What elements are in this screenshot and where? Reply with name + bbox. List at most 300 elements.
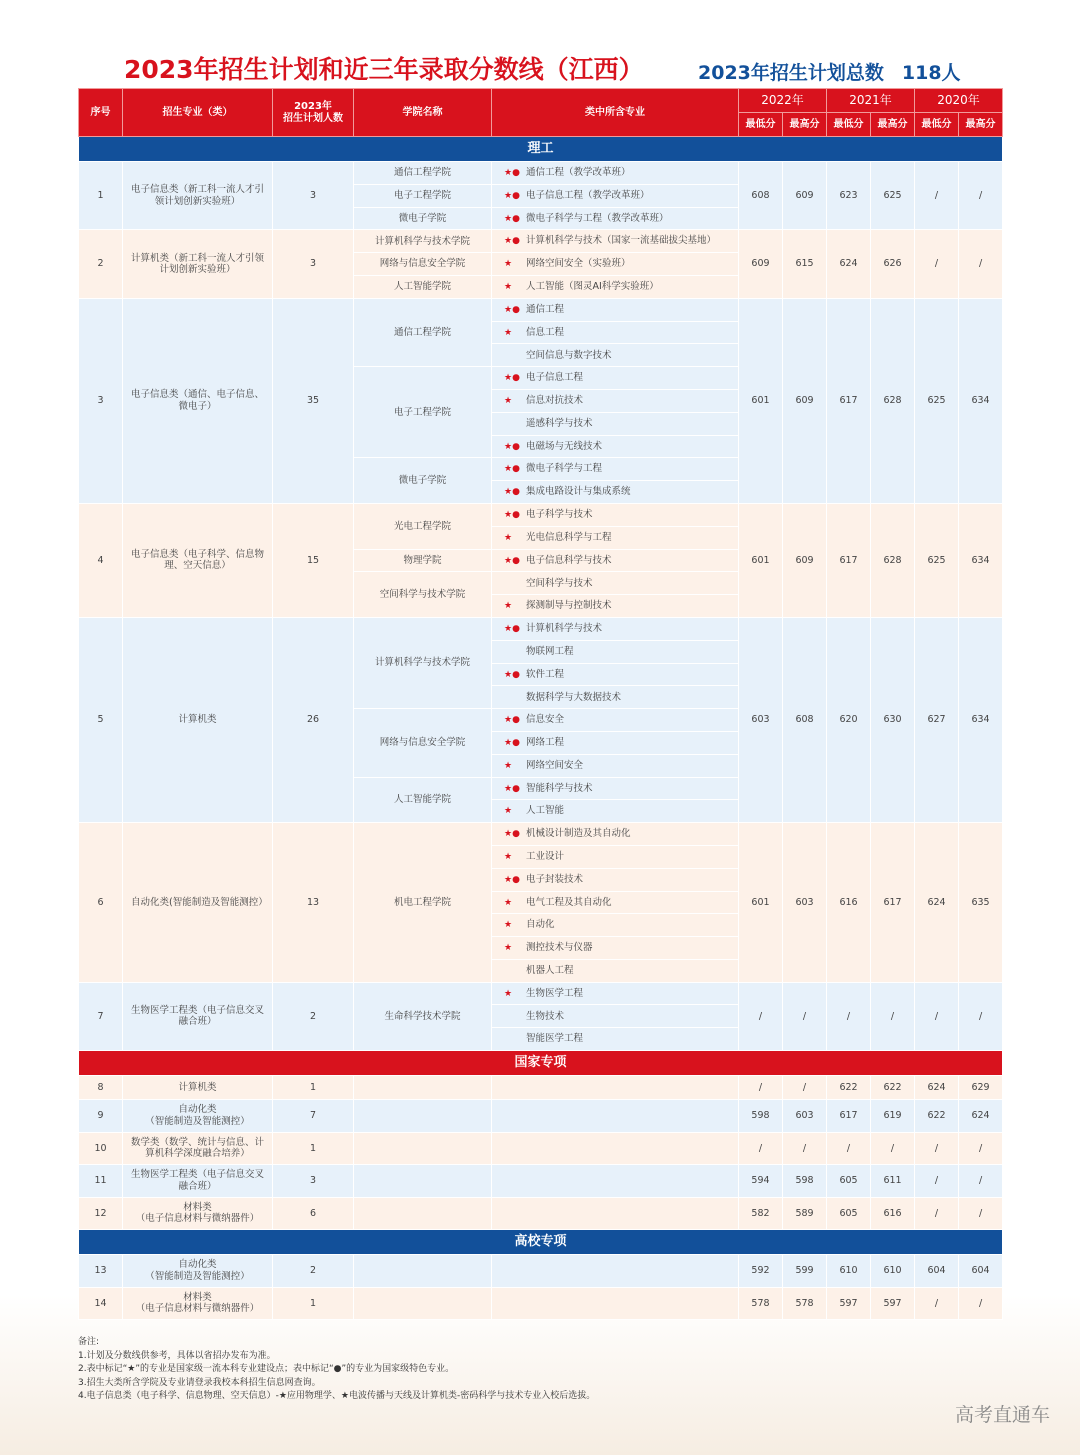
sub-major-name: 信息工程 [526,326,565,338]
score-2022-max: 608 [783,617,827,822]
header-min: 最低分 [915,113,959,137]
major-mark-icon: ★● [504,236,520,247]
major-mark-icon: ★ [504,988,513,999]
sub-major-name: 计算机科学与技术（国家一流基础拔尖基地） [526,235,717,247]
major-mark-icon: ★● [504,464,520,475]
sub-major [492,1028,739,1051]
sub-major-name: 工业设计 [526,850,565,862]
major-category: 计算机类 [123,617,273,822]
header-college: 学院名称 [354,89,492,137]
major-category: 电子信息类（通信、电子信息、微电子） [123,298,273,503]
plan-count: 35 [273,298,354,503]
sub-major-name: 探测制导与控制技术 [526,600,612,612]
table-row [79,1197,1003,1230]
sub-major-name: 通信工程 [526,303,565,315]
table-row [79,823,1003,846]
score-2022-max: 599 [783,1255,827,1288]
header-min: 最低分 [739,113,783,137]
score-2021-max: 626 [871,230,915,298]
score-2021-min: 622 [827,1076,871,1100]
score-2021-max: 630 [871,617,915,822]
college-name [354,1076,492,1100]
section-title: 国家专项 [79,1051,1003,1076]
sub-major [492,572,739,595]
row-number: 13 [79,1255,123,1288]
score-2022-min: / [739,982,783,1050]
row-number: 9 [79,1100,123,1133]
sub-major-name: 空间科学与技术 [526,577,593,589]
plan-count: 2 [273,1255,354,1288]
major-mark-icon: ★ [504,281,513,292]
sub-major [492,549,739,572]
sub-major-name: 生物技术 [526,1010,565,1022]
sub-major [492,709,739,732]
plan-count: 26 [273,617,354,822]
major-category: 自动化类 （智能制造及智能测控） [123,1255,273,1288]
plan-count: 2 [273,982,354,1050]
college-name: 通信工程学院 [354,162,492,185]
sub-major [492,914,739,937]
major-category: 自动化类 （智能制造及智能测控） [123,1100,273,1133]
sub-major [492,162,739,185]
score-2020-min: / [915,162,959,230]
major-category: 数学类（数学、统计与信息、计算机科学深度融合培养） [123,1132,273,1165]
score-2021-max: 622 [871,1076,915,1100]
sub-major-name: 电子信息工程 [526,372,584,384]
table-row [79,298,1003,321]
college-name: 计算机科学与技术学院 [354,617,492,708]
major-mark-icon: ★● [504,509,520,520]
sub-major-name: 信息对抗技术 [526,394,584,406]
score-2021-min: / [827,982,871,1050]
major-mark-icon: ★ [504,851,513,862]
major-category: 自动化类(智能制造及智能测控） [123,823,273,983]
table-row [79,1132,1003,1165]
page-title: 2023年招生计划和近三年录取分数线（江西） [124,55,644,84]
notes [78,1336,595,1404]
score-2022-max: 609 [783,162,827,230]
score-2022-max: 589 [783,1197,827,1230]
note-line: 1.计划及分数线供参考，具体以省招办发布为准。 [78,1350,276,1361]
sub-major [492,1100,739,1133]
score-2021-max: 616 [871,1197,915,1230]
college-name: 计算机科学与技术学院 [354,230,492,253]
section-header [79,1051,1003,1076]
score-2022-max: / [783,982,827,1050]
major-mark-icon: ★● [504,737,520,748]
major-mark-icon: ★ [504,601,513,612]
sub-major-name: 机器人工程 [526,965,574,977]
score-2020-min: 625 [915,503,959,617]
major-mark-icon: ★ [504,532,513,543]
score-2020-max: 629 [959,1076,1003,1100]
score-2022-min: 601 [739,298,783,503]
sub-major-name: 机械设计制造及其自动化 [526,828,631,840]
major-mark-icon: ★ [504,943,513,954]
sub-major [492,207,739,230]
plan-count: 6 [273,1197,354,1230]
header-plan: 2023年 招生计划人数 [273,89,354,137]
score-2022-min: 598 [739,1100,783,1133]
score-2022-max: 603 [783,823,827,983]
major-mark-icon: ★● [504,555,520,566]
score-2021-min: 617 [827,298,871,503]
college-name: 生命科学技术学院 [354,982,492,1050]
sub-major-name: 软件工程 [526,668,565,680]
college-name: 人工智能学院 [354,275,492,298]
major-mark-icon: ★● [504,487,520,498]
sub-major-name: 电子信息科学与技术 [526,554,612,566]
section-header [79,137,1003,162]
sub-major [492,344,739,367]
sub-major-name: 集成电路设计与集成系统 [526,486,631,498]
row-number: 8 [79,1076,123,1100]
score-2021-min: 597 [827,1287,871,1320]
plan-count: 1 [273,1287,354,1320]
sub-major [492,595,739,618]
college-name [354,1287,492,1320]
score-2020-max: 635 [959,823,1003,983]
sub-major-name: 人工智能 [526,805,565,817]
major-mark-icon: ★ [504,806,513,817]
sub-major-name: 自动化 [526,919,555,931]
score-2020-min: / [915,230,959,298]
admission-table [78,88,1003,1320]
table-row [79,230,1003,253]
table-row [79,982,1003,1005]
score-2021-max: 628 [871,298,915,503]
major-mark-icon: ★ [504,760,513,771]
sub-major [492,412,739,435]
score-2021-min: 617 [827,1100,871,1133]
score-2022-min: 578 [739,1287,783,1320]
sub-major-name: 电子信息工程（教学改革班） [526,189,650,201]
score-2021-min: 610 [827,1255,871,1288]
sub-major-name: 生物医学工程 [526,987,584,999]
college-name [354,1197,492,1230]
sub-major [492,868,739,891]
header-max: 最高分 [783,113,827,137]
table-row [79,162,1003,185]
score-2020-max: 634 [959,503,1003,617]
plan-count: 15 [273,503,354,617]
sub-major-name: 电气工程及其自动化 [526,896,612,908]
sub-major [492,937,739,960]
major-mark-icon: ★● [504,715,520,726]
sub-major [492,389,739,412]
score-2022-min: 582 [739,1197,783,1230]
plan-count: 1 [273,1132,354,1165]
score-2022-max: 578 [783,1287,827,1320]
sub-major [492,1197,739,1230]
header-no: 序号 [79,89,123,137]
sub-major [492,640,739,663]
major-mark-icon: ★ [504,920,513,931]
row-number: 14 [79,1287,123,1320]
score-2020-min: 622 [915,1100,959,1133]
sub-major [492,1132,739,1165]
header-2020: 2020年 [915,89,1003,113]
table-row [79,503,1003,526]
major-category: 生物医学工程类（电子信息交叉融合班） [123,982,273,1050]
sub-major [492,298,739,321]
sub-major [492,845,739,868]
major-category: 计算机类（新工科一流人才引领计划创新实验班） [123,230,273,298]
score-2020-min: 627 [915,617,959,822]
sub-major [492,458,739,481]
college-name: 电子工程学院 [354,184,492,207]
score-2021-min: 623 [827,162,871,230]
section-header [79,1230,1003,1255]
sub-major-name: 遥感科学与技术 [526,417,593,429]
college-name: 通信工程学院 [354,298,492,366]
major-category: 材料类 （电子信息材料与微纳器件） [123,1197,273,1230]
watermark: 高考直通车 [954,1404,1050,1426]
sub-major-name: 通信工程（教学改革班） [526,167,631,178]
sub-major-name: 微电子科学与工程 [526,463,603,475]
sub-major [492,1165,739,1198]
sub-major-name: 智能医学工程 [526,1033,584,1045]
sub-major [492,503,739,526]
score-2021-max: / [871,1132,915,1165]
college-name: 网络与信息安全学院 [354,709,492,777]
score-2021-max: 610 [871,1255,915,1288]
note-line: 2.表中标记“★”的专业是国家级一流本科专业建设点；表中标记“●”的专业为国家级特色专业。 [78,1364,455,1374]
college-name: 人工智能学院 [354,777,492,823]
score-2021-min: / [827,1132,871,1165]
sub-major-name: 数据科学与大数据技术 [526,691,622,703]
sub-major [492,982,739,1005]
score-2022-min: 594 [739,1165,783,1198]
table-row [79,1165,1003,1198]
sub-major [492,754,739,777]
college-name [354,1132,492,1165]
sub-major [492,891,739,914]
score-2020-max: / [959,230,1003,298]
score-2020-min: 604 [915,1255,959,1288]
sub-major-name: 网络工程 [526,736,565,748]
major-mark-icon: ★● [504,373,520,384]
score-2020-max: 624 [959,1100,1003,1133]
college-name: 网络与信息安全学院 [354,253,492,276]
sub-major [492,435,739,458]
score-2021-min: 617 [827,503,871,617]
score-2022-min: 608 [739,162,783,230]
score-2020-max: / [959,1165,1003,1198]
score-2022-max: / [783,1076,827,1100]
sub-major [492,367,739,390]
sub-major [492,686,739,709]
major-mark-icon: ★● [504,829,520,840]
college-name [354,1255,492,1288]
sub-major-name: 电磁场与无线技术 [526,440,603,452]
plan-count: 3 [273,162,354,230]
score-2021-max: 617 [871,823,915,983]
college-name: 物理学院 [354,549,492,572]
score-2022-max: / [783,1132,827,1165]
header-min: 最低分 [827,113,871,137]
sub-major [492,526,739,549]
score-2021-max: 625 [871,162,915,230]
score-2022-min: / [739,1132,783,1165]
sub-major [492,1287,739,1320]
score-2022-min: 609 [739,230,783,298]
table-row [79,1100,1003,1133]
plan-count: 3 [273,1165,354,1198]
header-2021: 2021年 [827,89,915,113]
major-category: 材料类 （电子信息材料与微纳器件） [123,1287,273,1320]
score-2020-min: / [915,982,959,1050]
sub-major-name: 空间信息与数字技术 [526,349,612,361]
table-row [79,617,1003,640]
score-2021-max: 611 [871,1165,915,1198]
sub-major [492,959,739,982]
sub-major-name: 网络空间安全（实验班） [526,258,631,270]
major-mark-icon: ★● [504,623,520,634]
plan-count: 3 [273,230,354,298]
score-2021-min: 605 [827,1165,871,1198]
plan-count: 7 [273,1100,354,1133]
header-2022: 2022年 [739,89,827,113]
sub-major [492,823,739,846]
note-line: 4.电子信息类（电子科学、信息物理、空天信息）-★应用物理学、★电波传播与天线及计算机类-密码科学与技术专业入校后选拔。 [78,1391,596,1401]
sub-major [492,230,739,253]
score-2020-max: 634 [959,298,1003,503]
college-name: 微电子学院 [354,458,492,504]
note-line: 备注: [78,1337,100,1347]
sub-major [492,617,739,640]
row-number: 6 [79,823,123,983]
score-2021-max: 619 [871,1100,915,1133]
row-number: 7 [79,982,123,1050]
major-mark-icon: ★● [504,441,520,452]
major-mark-icon: ★● [504,190,520,201]
score-2022-max: 609 [783,503,827,617]
sub-major [492,275,739,298]
major-mark-icon: ★● [504,669,520,680]
total-value: 118人 [901,62,961,84]
sub-major [492,800,739,823]
score-2020-max: / [959,982,1003,1050]
section-title: 高校专项 [79,1230,1003,1255]
score-2022-min: 592 [739,1255,783,1288]
major-mark-icon: ★● [504,874,520,885]
sub-major-name: 测控技术与仪器 [526,942,593,954]
score-2022-min: 601 [739,503,783,617]
table-row [79,1076,1003,1100]
header-max: 最高分 [959,113,1003,137]
college-name: 微电子学院 [354,207,492,230]
major-category: 计算机类 [123,1076,273,1100]
college-name: 空间科学与技术学院 [354,572,492,618]
major-category: 电子信息类（新工科一流人才引领计划创新实验班） [123,162,273,230]
table-row [79,1287,1003,1320]
sub-major [492,481,739,504]
score-2022-max: 609 [783,298,827,503]
college-name: 机电工程学院 [354,823,492,983]
sub-major-name: 信息安全 [526,714,565,726]
score-2022-max: 598 [783,1165,827,1198]
note-line: 3.招生大类所含学院及专业请登录我校本科招生信息网查询。 [78,1377,321,1388]
major-mark-icon: ★● [504,168,520,178]
score-2020-min: 624 [915,823,959,983]
total-label: 2023年招生计划总数 [698,62,884,84]
score-2021-max: / [871,982,915,1050]
section-title: 理工 [79,137,1003,162]
score-2020-min: / [915,1287,959,1320]
sub-major-name: 电子封装技术 [526,873,584,885]
score-2020-min: 624 [915,1076,959,1100]
table-row [79,1255,1003,1288]
plan-count: 13 [273,823,354,983]
major-mark-icon: ★● [504,783,520,794]
score-2020-max: / [959,162,1003,230]
score-2022-max: 615 [783,230,827,298]
row-number: 2 [79,230,123,298]
sub-major [492,1076,739,1100]
header-major: 招生专业（类） [123,89,273,137]
major-mark-icon: ★● [504,213,520,224]
score-2020-min: / [915,1165,959,1198]
row-number: 12 [79,1197,123,1230]
major-category: 电子信息类（电子科学、信息物理、空天信息） [123,503,273,617]
row-number: 1 [79,162,123,230]
score-2020-max: / [959,1132,1003,1165]
row-number: 5 [79,617,123,822]
major-mark-icon: ★ [504,259,513,270]
row-number: 3 [79,298,123,503]
header-max: 最高分 [871,113,915,137]
header-sub-majors: 类中所含专业 [492,89,739,137]
sub-major-name: 电子科学与技术 [526,508,593,520]
sub-major [492,1255,739,1288]
row-number: 11 [79,1165,123,1198]
total-plan [698,58,961,85]
score-2021-min: 620 [827,617,871,822]
row-number: 4 [79,503,123,617]
sub-major-name: 人工智能（图灵AI科学实验班） [526,280,659,292]
score-2022-min: 601 [739,823,783,983]
score-2020-max: / [959,1197,1003,1230]
major-mark-icon: ★ [504,897,513,908]
row-number: 10 [79,1132,123,1165]
sub-major-name: 微电子科学与工程（教学改革班） [526,212,669,224]
score-2020-max: / [959,1287,1003,1320]
sub-major-name: 网络空间安全 [526,759,584,771]
score-2022-max: 603 [783,1100,827,1133]
college-name: 光电工程学院 [354,503,492,549]
sub-major-name: 计算机科学与技术 [526,622,603,634]
sub-major-name: 光电信息科学与工程 [526,531,612,543]
sub-major [492,321,739,344]
score-2021-min: 605 [827,1197,871,1230]
sub-major [492,1005,739,1028]
sub-major-name: 物联网工程 [526,645,574,657]
major-mark-icon: ★● [504,304,520,315]
score-2022-min: 603 [739,617,783,822]
sub-major [492,777,739,800]
score-2021-min: 616 [827,823,871,983]
score-2021-max: 597 [871,1287,915,1320]
score-2020-min: / [915,1132,959,1165]
score-2022-min: / [739,1076,783,1100]
college-name [354,1100,492,1133]
sub-major [492,663,739,686]
sub-major [492,184,739,207]
score-2020-max: 634 [959,617,1003,822]
sub-major [492,253,739,276]
score-2020-min: 625 [915,298,959,503]
